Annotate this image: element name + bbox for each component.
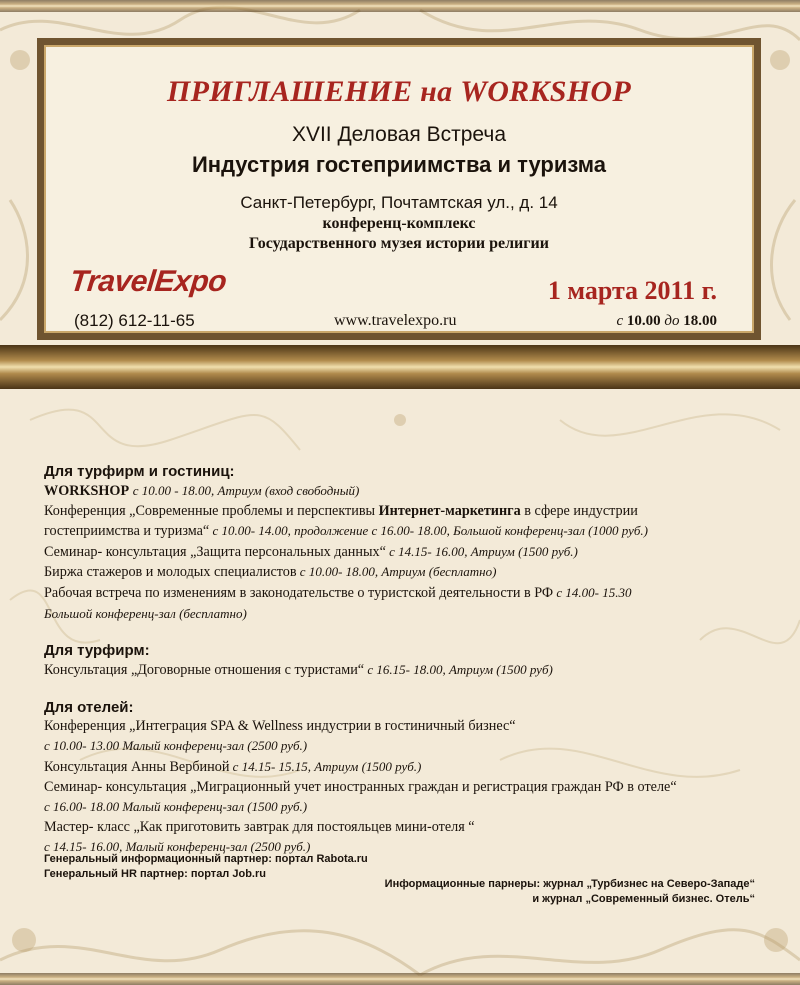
media-partners <box>385 877 755 907</box>
media-partner-2: и журнал „Современный бизнес. Отель“ <box>532 893 755 905</box>
conference-marketing-line-2 <box>44 521 764 542</box>
workshop-details: с 10.00 - 18.00, Атриум (вход свободный) <box>132 483 360 498</box>
conf1-bold: Интернет-маркетинга <box>378 502 521 519</box>
spa-conference-line: Конференция „Интеграция SPA & Wellness индустрии в гостиничный бизнес“ <box>44 717 516 734</box>
time-to: 18.00 <box>683 313 717 329</box>
conference-marketing-line-1 <box>44 502 764 522</box>
conf1-details: с 10.00- 14.00, продолжение с 16.00- 18.00, Большой конференц-зал (1000 руб.) <box>209 523 648 539</box>
migration-seminar-line: Семинар- консультация „Миграционный учет иностранных граждан и регистрация граждан РФ в отеле“ <box>44 778 677 795</box>
heading-travel-and-hotels: Для турфирм и гостиниц: <box>44 463 235 480</box>
meeting-details-2: Большой конференц-зал (бесплатно) <box>44 605 247 621</box>
general-partners <box>44 852 368 882</box>
verbina-title: Консультация Анны Вербиной <box>44 758 230 775</box>
heading-travel: Для турфирм: <box>44 642 150 660</box>
master-details: с 14.15- 16.00, Малый конференц-зал (2500 руб.) <box>44 839 311 855</box>
gold-edge-bottom <box>0 973 800 985</box>
migration-details: с 16.00- 18.00 Малый конференц-зал (1500 руб.) <box>44 799 308 815</box>
gold-divider-top <box>0 345 800 389</box>
legislation-meeting-line-2 <box>44 604 764 625</box>
invitation-card <box>37 38 761 340</box>
venue-line-1: конференц-комплекс <box>322 215 476 232</box>
contract-consultation-line <box>44 660 764 681</box>
workshop-label: WORKSHOP <box>44 483 130 499</box>
spa-conference-details <box>44 736 764 757</box>
media-partner-1: Информационные парнеры: журнал „Турбизнес на Северо-Западе“ <box>384 878 755 890</box>
internship-exchange-line <box>44 562 764 583</box>
verbina-details: с 14.15- 15.15, Атриум (1500 руб.) <box>229 758 422 774</box>
invitation-title: ПРИГЛАШЕНИЕ на WORKSHOP <box>166 75 632 108</box>
event-time <box>616 313 717 330</box>
seminar-title: Семинар- консультация „Защита персональных данных“ <box>44 543 386 560</box>
time-from-prefix: с <box>616 313 624 329</box>
event-address: Санкт-Петербург, Почтамтская ул., д. 14 <box>240 193 558 212</box>
spa-details: с 10.00- 13.00 Малый конференц-зал (2500 руб.) <box>44 738 308 754</box>
program-section <box>44 462 764 858</box>
conf1-text-a: Конференция „Современные проблемы и перспективы <box>44 502 379 519</box>
event-subtitle: XVII Деловая Встреча <box>291 123 507 146</box>
seminar-data-protection-line <box>44 542 764 563</box>
hr-partner: Генеральный HR партнер: портал Job.ru <box>44 868 266 880</box>
meeting-title: Рабочая встреча по изменениям в законодательстве о туристской деятельности в РФ <box>44 584 554 601</box>
travelexpo-logo: TravelExpo <box>68 265 228 298</box>
heading-hotels: Для отелей: <box>44 698 134 716</box>
seminar-details: с 14.15- 16.00, Атриум (1500 руб.) <box>385 543 578 559</box>
phone-number: (812) 612-11-65 <box>74 311 195 330</box>
event-topic: Индустрия гостеприимства и туризма <box>191 152 607 177</box>
workshop-line <box>44 481 764 502</box>
info-partner: Генеральный информационный партнер: портал Rabota.ru <box>44 853 368 865</box>
spacer <box>44 624 764 641</box>
consult-title: Консультация „Договорные отношения с туристами“ <box>44 662 365 679</box>
verbina-consultation-line <box>44 757 764 778</box>
migration-seminar-details <box>44 797 764 818</box>
spacer <box>44 681 764 698</box>
conf1-text-c: гостеприимства и туризма“ <box>44 523 210 540</box>
website-link[interactable]: www.travelexpo.ru <box>334 312 457 329</box>
breakfast-masterclass-line: Мастер- класс „Как приготовить завтрак для постояльцев мини-отеля “ <box>44 818 475 835</box>
conf1-text-b: в сфере индустрии <box>520 502 638 519</box>
time-from: 10.00 <box>626 313 661 329</box>
meeting-details: с 14.00- 15.30 <box>553 584 632 600</box>
legislation-meeting-line <box>44 583 764 604</box>
event-date: 1 марта 2011 г. <box>547 276 717 305</box>
gold-edge-top <box>0 0 800 12</box>
venue-line-2: Государственного музея истории религии <box>249 235 549 252</box>
exchange-details: с 10.00- 18.00, Атриум (бесплатно) <box>296 564 497 580</box>
consult-details: с 16.15- 18.00, Атриум (1500 руб) <box>364 662 553 678</box>
exchange-title: Биржа стажеров и молодых специалистов <box>44 564 297 581</box>
time-to-prefix: до <box>664 313 680 329</box>
